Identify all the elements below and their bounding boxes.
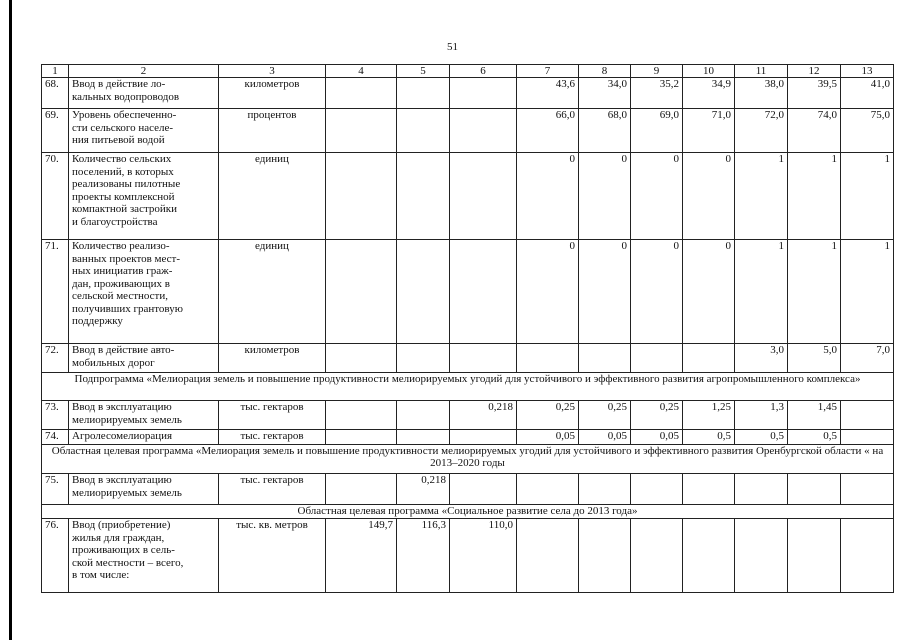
table-row: [42, 240, 894, 344]
table-row: [42, 430, 894, 445]
value-cell: 0,05: [517, 430, 579, 445]
value-cell: 0: [517, 240, 579, 344]
value-cell: 0,25: [517, 401, 579, 430]
column-number-cell: 8: [579, 65, 631, 78]
value-cell: [631, 474, 683, 505]
column-number-cell: 7: [517, 65, 579, 78]
value-cell: 116,3: [397, 519, 450, 593]
unit-of-measure: единиц: [219, 240, 326, 344]
column-number-cell: 2: [69, 65, 219, 78]
value-cell: 66,0: [517, 109, 579, 153]
table-row: [42, 78, 894, 109]
value-cell: [450, 430, 517, 445]
value-cell: [579, 474, 631, 505]
value-cell: [683, 344, 735, 373]
indicator-name: Ввод в действие авто- мобильных дорог: [69, 344, 219, 373]
value-cell: 1: [841, 240, 894, 344]
row-number: 73.: [42, 401, 69, 430]
value-cell: 0: [683, 240, 735, 344]
value-cell: 1,3: [735, 401, 788, 430]
indicator-name: Количество сельских поселений, в которых реализованы пилотные проекты комплексной компактной застройки и благоустройства: [69, 153, 219, 240]
unit-of-measure: единиц: [219, 153, 326, 240]
column-number-cell: 6: [450, 65, 517, 78]
value-cell: 0,218: [450, 401, 517, 430]
value-cell: [735, 519, 788, 593]
unit-of-measure: тыс. гектаров: [219, 430, 326, 445]
value-cell: 39,5: [788, 78, 841, 109]
value-cell: [397, 153, 450, 240]
value-cell: 35,2: [631, 78, 683, 109]
unit-of-measure: тыс. гектаров: [219, 401, 326, 430]
value-cell: [841, 430, 894, 445]
indicators-table: [41, 64, 894, 593]
value-cell: 0: [579, 240, 631, 344]
column-number-cell: 4: [326, 65, 397, 78]
unit-of-measure: километров: [219, 344, 326, 373]
column-number-row: [42, 65, 894, 78]
table-row: [42, 474, 894, 505]
value-cell: 1: [735, 240, 788, 344]
value-cell: 72,0: [735, 109, 788, 153]
column-number-cell: 13: [841, 65, 894, 78]
table-row: [42, 401, 894, 430]
column-number-cell: 3: [219, 65, 326, 78]
value-cell: 0,5: [683, 430, 735, 445]
value-cell: 74,0: [788, 109, 841, 153]
column-number-cell: 10: [683, 65, 735, 78]
value-cell: [517, 474, 579, 505]
value-cell: 75,0: [841, 109, 894, 153]
indicator-name: Ввод (приобретение) жилья для граждан, проживающих в сель- ской местности – всего, в том числе:: [69, 519, 219, 593]
value-cell: 69,0: [631, 109, 683, 153]
value-cell: 34,9: [683, 78, 735, 109]
value-cell: [326, 344, 397, 373]
binding-edge: [9, 0, 12, 640]
section-title: Областная целевая программа «Социальное развитие села до 2013 года»: [42, 505, 894, 519]
indicator-name: Уровень обеспеченно- сти сельского населе- ния питьевой водой: [69, 109, 219, 153]
value-cell: 41,0: [841, 78, 894, 109]
value-cell: [735, 474, 788, 505]
value-cell: 0: [683, 153, 735, 240]
value-cell: 0,5: [788, 430, 841, 445]
column-number-cell: 9: [631, 65, 683, 78]
value-cell: [326, 401, 397, 430]
row-number: 74.: [42, 430, 69, 445]
value-cell: [326, 78, 397, 109]
value-cell: [450, 109, 517, 153]
value-cell: [326, 430, 397, 445]
value-cell: [397, 109, 450, 153]
value-cell: 0: [631, 153, 683, 240]
section-title: Областная целевая программа «Мелиорация земель и повышение продуктивности мелиорируемых угодий для устойчивого и эффективного развития Оренбургской области « на 2013–2020 годы: [42, 445, 894, 474]
row-number: 76.: [42, 519, 69, 593]
section-header-row: [42, 373, 894, 401]
value-cell: [517, 519, 579, 593]
column-number-cell: 1: [42, 65, 69, 78]
value-cell: 0,05: [631, 430, 683, 445]
value-cell: [326, 153, 397, 240]
value-cell: 1: [788, 240, 841, 344]
value-cell: [683, 474, 735, 505]
section-header-row: [42, 505, 894, 519]
value-cell: 0,25: [579, 401, 631, 430]
value-cell: 0: [579, 153, 631, 240]
value-cell: 3,0: [735, 344, 788, 373]
section-title: Подпрограмма «Мелиорация земель и повышение продуктивности мелиорируемых угодий для устойчивого и эффективного развития агропромышленного комплекса»: [42, 373, 894, 401]
value-cell: 0,05: [579, 430, 631, 445]
value-cell: 149,7: [326, 519, 397, 593]
indicator-name: Агролесомелиорация: [69, 430, 219, 445]
value-cell: [450, 240, 517, 344]
row-number: 68.: [42, 78, 69, 109]
unit-of-measure: тыс. гектаров: [219, 474, 326, 505]
row-number: 70.: [42, 153, 69, 240]
value-cell: [579, 344, 631, 373]
value-cell: [397, 344, 450, 373]
value-cell: 38,0: [735, 78, 788, 109]
value-cell: [841, 474, 894, 505]
value-cell: 110,0: [450, 519, 517, 593]
table-row: [42, 519, 894, 593]
unit-of-measure: тыс. кв. метров: [219, 519, 326, 593]
value-cell: 1: [788, 153, 841, 240]
indicator-name: Количество реализо- ванных проектов мест- ных инициатив граж- дан, проживающих в сельской местности, получивших грантовую поддержку: [69, 240, 219, 344]
value-cell: [326, 474, 397, 505]
value-cell: 0,25: [631, 401, 683, 430]
value-cell: 1: [735, 153, 788, 240]
value-cell: [517, 344, 579, 373]
value-cell: [397, 430, 450, 445]
row-number: 72.: [42, 344, 69, 373]
value-cell: [397, 240, 450, 344]
page-number: 51: [447, 41, 458, 53]
table-row: [42, 344, 894, 373]
value-cell: 43,6: [517, 78, 579, 109]
row-number: 71.: [42, 240, 69, 344]
value-cell: [326, 240, 397, 344]
value-cell: [450, 78, 517, 109]
value-cell: [397, 401, 450, 430]
value-cell: [631, 344, 683, 373]
value-cell: [683, 519, 735, 593]
value-cell: 0: [631, 240, 683, 344]
value-cell: 0,218: [397, 474, 450, 505]
value-cell: [450, 344, 517, 373]
value-cell: [841, 401, 894, 430]
value-cell: 34,0: [579, 78, 631, 109]
value-cell: [326, 109, 397, 153]
value-cell: [631, 519, 683, 593]
value-cell: 1,25: [683, 401, 735, 430]
value-cell: 1,45: [788, 401, 841, 430]
value-cell: [450, 153, 517, 240]
value-cell: 5,0: [788, 344, 841, 373]
value-cell: [788, 474, 841, 505]
row-number: 75.: [42, 474, 69, 505]
value-cell: 0,5: [735, 430, 788, 445]
value-cell: 1: [841, 153, 894, 240]
column-number-cell: 12: [788, 65, 841, 78]
value-cell: [450, 474, 517, 505]
table-row: [42, 109, 894, 153]
value-cell: [397, 78, 450, 109]
column-number-cell: 5: [397, 65, 450, 78]
value-cell: [579, 519, 631, 593]
indicator-name: Ввод в действие ло- кальных водопроводов: [69, 78, 219, 109]
unit-of-measure: километров: [219, 78, 326, 109]
indicator-name: Ввод в эксплуатацию мелиорируемых земель: [69, 401, 219, 430]
value-cell: 7,0: [841, 344, 894, 373]
value-cell: [788, 519, 841, 593]
value-cell: 68,0: [579, 109, 631, 153]
unit-of-measure: процентов: [219, 109, 326, 153]
table-row: [42, 153, 894, 240]
value-cell: 0: [517, 153, 579, 240]
row-number: 69.: [42, 109, 69, 153]
indicator-name: Ввод в эксплуатацию мелиорируемых земель: [69, 474, 219, 505]
section-header-row: [42, 445, 894, 474]
value-cell: 71,0: [683, 109, 735, 153]
column-number-cell: 11: [735, 65, 788, 78]
value-cell: [841, 519, 894, 593]
